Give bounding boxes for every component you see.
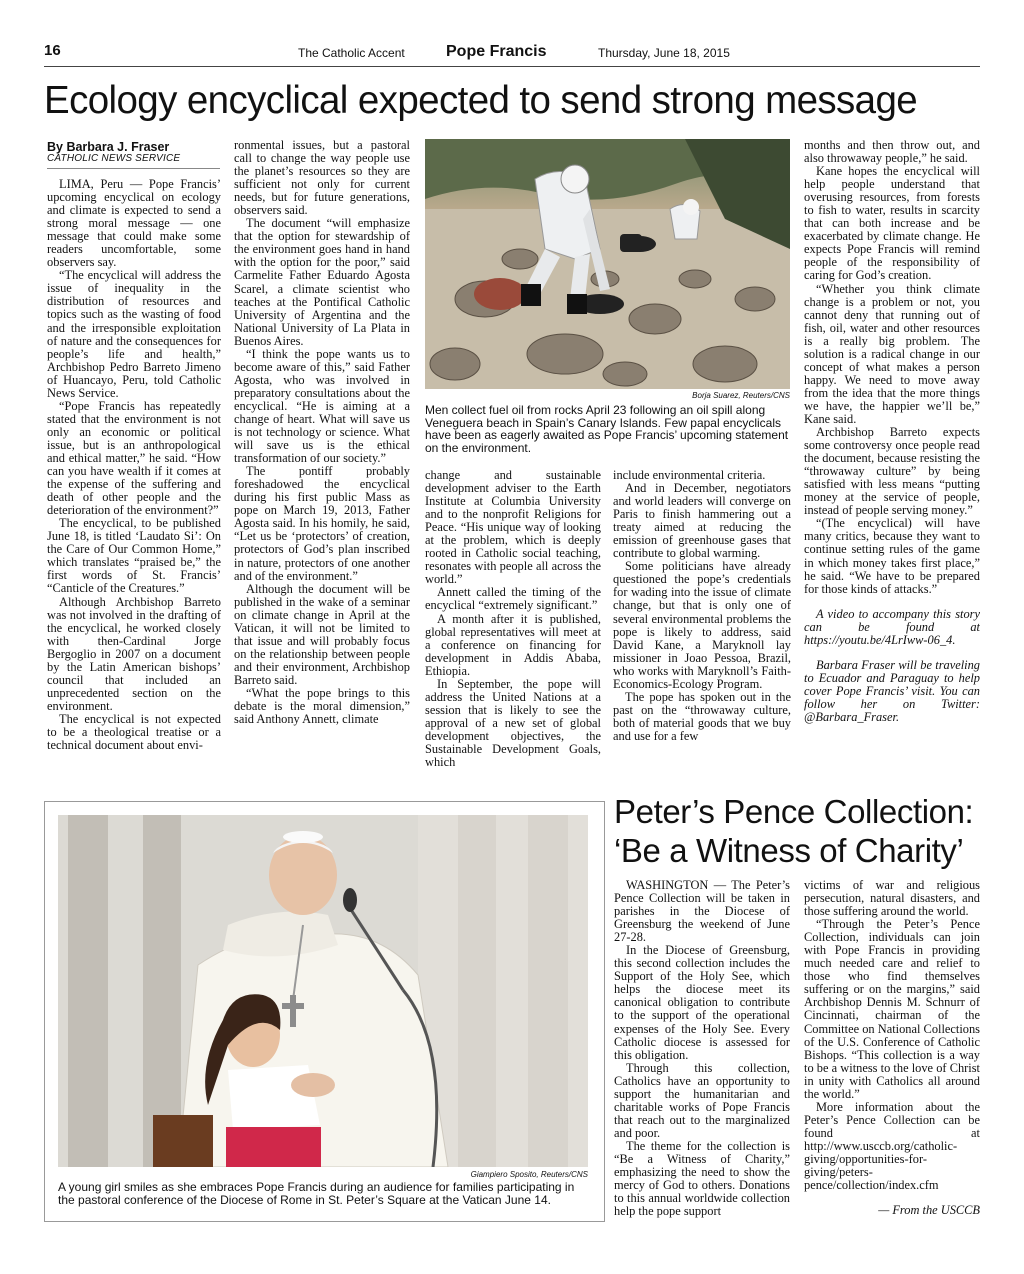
paragraph: LIMA, Peru — Pope Francis’ upcoming encyclical on ecology and climate is expected to send a strong moral message — one message that could make some readers uncomfortable, some observers say. [47, 178, 221, 270]
paragraph: “(The encyclical) will have many critics, because they want to continue setting rules of the game in which money takes first place,” he said. “We have to be prepared for those kinds of attacks.” [804, 516, 980, 596]
paragraph: The pontiff probably foreshadowed the encyclical during his first public Mass as pope on March 19, 2013, Father Agosta said. In his homily, he said, “Let us be ‘protectors’ of creation, protectors of God’s plan inscribed in nature, protectors of one another and of the environment.” [234, 464, 410, 583]
article-headline: Ecology encyclical expected to send strong message [44, 79, 918, 122]
paragraph: “Pope Francis has repeatedly stated that the environment is not only an economic or political issue, but is an anthropological and ethical matter,” he said. “How can you have wealth if it comes at the expense of the suffering and death of other people and the deterioration of the environment?” [47, 398, 221, 518]
headline-line-1: Peter’s Pence Collection: [614, 793, 974, 830]
paragraph: “I think the pope wants us to become aware of this,” said Father Agosta, who was involved in preparatory consultations about the encyclical. “He is aiming at a change of heart. What will save us is not technology or science. What will save us is the ethical transformation of our society.” [234, 346, 410, 466]
paragraph: WASHINGTON — The Peter’s Pence Collection will be taken in parishes in the Diocese of Greensburg the weekend of June 27-28. [614, 879, 790, 945]
photo-caption: Men collect fuel oil from rocks April 23 following an oil spill along Veneguera beach in Spain’s Canary Islands. Few papal encyclicals have been as eagerly awaited as Pope Francis’ upcoming statement on the environment. [425, 403, 789, 455]
paragraph: Although the document will be published in the wake of a seminar on climate change in April at the Vatican, it will not be limited to that issue and will probably focus on the relationship between people and their environment, Archbishop Barreto said. [234, 581, 410, 687]
issue-date: Thursday, June 18, 2015 [598, 46, 730, 60]
paragraph: A month after it is published, global representatives will meet at a conference on financing for development in Addis Ababa, Ethiopia. [425, 611, 601, 678]
paragraph: More information about the Peter’s Pence Collection can be found at http://www.usccb.org/catholic-giving/opportunities-for-giving/peters-pence/collection/index.cfm [804, 1099, 980, 1193]
oil-spill-photo [425, 139, 790, 389]
paragraph: months and then throw out, and also throwaway people,” he said. [804, 139, 980, 166]
paragraph: The document “will emphasize that the option for stewardship of the environment goes hand in hand with the option for the poor,” said Carmelite Father Eduardo Agosta Scarel, a climate scientist who teaches at the Pontifical Catholic University of Argentina and the National University of La Plata in Buenos Aires. [234, 216, 410, 348]
paragraph: The theme for the collection is “Be a Witness of Charity,” emphasizing the need to show the mercy of God to others. Donations to this annual worldwide collection help the pope support [614, 1138, 790, 1219]
byline: By Barbara J. Fraser [47, 140, 170, 154]
article-column-1 [614, 879, 790, 1229]
paragraph: victims of war and religious persecution, natural disasters, and those suffering around the world. [804, 879, 980, 919]
pope-illustration [58, 815, 588, 1167]
article-column-4 [613, 469, 791, 810]
paragraph: “What the pope brings to this debate is the moral dimension,” said Anthony Annett, climate [234, 685, 410, 727]
paragraph: In September, the pope will address the United Nations at a session that is likely to see the approval of a new set of global development objectives, the Sustainable Development Goals, which [425, 676, 601, 770]
paragraph: The pope has spoken out in the past on the “throwaway culture, both of material goods that we buy and use for a few [613, 689, 791, 743]
byline-rule [47, 168, 220, 169]
byline-organization: CATHOLIC NEWS SERVICE [47, 153, 181, 164]
page-number: 16 [44, 42, 61, 59]
paragraph: The encyclical, to be published June 18, is titled ‘Laudato Si’: On the Care of Our Common Home,” which translates “praised be,” the first words of St. Francis’ “Canticle of the Creatures.” [47, 516, 221, 596]
paragraph: ronmental issues, but a pastoral call to change the way people use the planet’s resources so they are sufficient not only for current needs, but for future generations, observers said. [234, 139, 410, 218]
article-column-2 [234, 139, 410, 810]
paragraph: Although Archbishop Barreto was not involved in the drafting of the encyclical, he worked closely with then-Cardinal Jorge Bergoglio in 2007 on a document by the Latin American bishops’ council that included an unprecedented section on the environment. [47, 594, 221, 713]
paragraph: Through this collection, Catholics have an opportunity to support the humanitarian and charitable works of Pope Francis that reach out to the marginalized and poor. [614, 1060, 790, 1140]
paragraph: The encyclical is not expected to be a theological treatise or a technical document about envi- [47, 711, 221, 753]
author-note: Barbara Fraser will be traveling to Ecuador and Paraguay to help cover Pope Francis’ visit. You can follow her on Twitter: @Barbara_Fraser. [804, 657, 980, 724]
paragraph: In the Diocese of Greensburg, this second collection includes the Support of the Holy See, which helps the diocese meet its canonical obligation to contribute to the support of the operational expenses of the Holy See. Every Catholic diocese is assessed for this obligation. [614, 943, 790, 1062]
oil-spill-illustration [425, 139, 790, 389]
headline-line-2: ‘Be a Witness of Charity’ [614, 832, 964, 869]
paragraph: include environmental criteria. [613, 469, 766, 482]
source-note: — From the USCCB [878, 1203, 980, 1218]
paragraph: Kane hopes the encyclical will help people understand that overusing resources, from forests to fish to water, results in scarcity that can both increase and be exacerbated by climate change. He expects Pope Francis will remind people of the responsibility of caring for God’s creation. [804, 164, 980, 283]
article-column-3 [425, 469, 601, 810]
photo-caption: A young girl smiles as she embraces Pope Francis during an audience for families participating in the pastoral conference of the Diocese of Rome in St. Peter’s Square at the Vatican June 14. [58, 1180, 575, 1207]
article-column-5 [804, 139, 980, 810]
article-column-2 [804, 879, 980, 1229]
article-headline [614, 792, 973, 870]
paragraph: “Through the Peter’s Pence Collection, individuals can join with Pope Francis in providing much needed care and relief to those who find themselves suffering or on the margins,” said Archbishop Dennis M. Schnurr of Cincinnati, chairman of the Committee on National Collections of the U.S. Conference of Catholic Bishops. “This collection is a way to be a witness to the love of Christ in unity with Catholics all around the world.” [804, 917, 980, 1101]
masthead-rule [44, 66, 980, 67]
section-title: Pope Francis [446, 43, 547, 60]
video-note: A video to accompany this story can be found at https://youtu.be/4LrIww-06_4. [804, 606, 980, 647]
photo-credit: Giampiero Sposito, Reuters/CNS [470, 1170, 588, 1179]
paragraph: Archbishop Barreto expects some controversy once people read the document, because resisting the “throwaway culture” by being satisfied with less means “putting money at the service of people, instead of people serving money.” [804, 425, 980, 518]
photo-credit: Borja Suarez, Reuters/CNS [692, 391, 790, 400]
pope-photo [58, 815, 588, 1167]
paragraph: change and sustainable development adviser to the Earth Institute at Columbia University and to the nonprofit Religions for Peace. “His unique way of looking at the problem, which is deeply rooted in Catholic social teaching, resonates with people all across the world.” [425, 469, 601, 587]
paragraph: “The encyclical will address the issue of inequality in the distribution of resources and topics such as the wasting of food and the irresponsible exploitation of nature and the consequences for people’s life and health,” Archbishop Pedro Barreto Jimeno of Huancayo, Peru, told Catholic News Service. [47, 268, 221, 400]
paragraph: Annett called the timing of the encyclical “extremely significant.” [425, 585, 601, 613]
paragraph: Some politicians have already questioned the pope’s credentials for wading into the issue of climate change, but that is only one of several environmental problems the pope is likely to address, said David Kane, a Maryknoll lay missioner in Joao Pessoa, Brazil, who works with Maryknoll’s Faith-Economics-Ecology Program. [613, 559, 791, 691]
paper-name: The Catholic Accent [298, 46, 405, 60]
paragraph: And in December, negotiators and world leaders will converge on Paris to finish hammering out a treaty aimed at reducing the emission of greenhouse gases that contribute to global warming. [613, 481, 791, 561]
paragraph: “Whether you think climate change is a problem or not, you cannot deny that running out of fish, oil, water and other resources is a really big problem. The solution is a radical change in our concept of what makes a person happy. We need to move away from the idea that the more things we have, the happier we’ll be,” Kane said. [804, 281, 980, 426]
article-column-1 [47, 178, 221, 810]
